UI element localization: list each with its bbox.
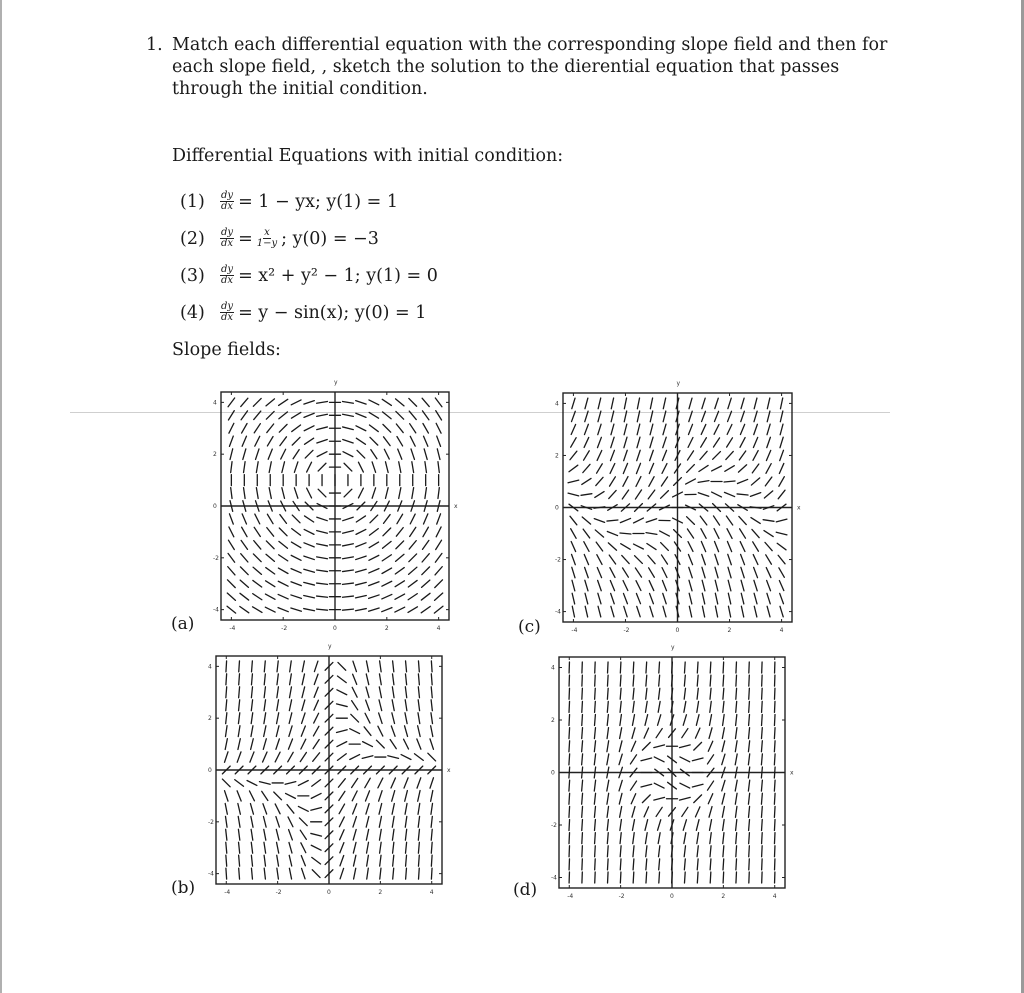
slope-field-d — [551, 644, 794, 900]
svg-text:4: 4 — [208, 663, 212, 671]
svg-text:2: 2 — [727, 627, 732, 634]
svg-text:-2: -2 — [618, 893, 625, 900]
svg-text:-4: -4 — [229, 625, 236, 632]
equation-2: (2) $\frac{dy}{dx}$ = $\frac{x}{1-y}$ ; y(0) = −3 — [180, 227, 379, 249]
svg-text:-4: -4 — [567, 893, 574, 900]
problem-number: 1. — [146, 35, 163, 55]
equation-label: (3) — [180, 265, 205, 286]
slope-field-b — [208, 643, 451, 896]
svg-text:0: 0 — [555, 504, 559, 512]
equation-label: (4) — [180, 302, 205, 323]
svg-text:x: x — [797, 504, 801, 512]
svg-text:-2: -2 — [213, 554, 219, 562]
svg-text:-2: -2 — [623, 627, 630, 634]
derivative-fraction: $\frac{dy}{dx}$ — [221, 190, 234, 212]
svg-text:-4: -4 — [208, 870, 214, 878]
derivative-fraction: $\frac{dy}{dx}$ — [221, 301, 234, 323]
derivative-fraction: $\frac{dy}{dx}$ — [221, 227, 234, 249]
svg-text:-2: -2 — [555, 556, 561, 564]
svg-text:2: 2 — [384, 625, 389, 632]
svg-text:x: x — [790, 769, 794, 777]
svg-text:4: 4 — [429, 889, 434, 896]
equation-label: (2) — [180, 228, 205, 249]
svg-text:0: 0 — [670, 893, 674, 900]
svg-text:0: 0 — [551, 769, 555, 777]
svg-text:-4: -4 — [571, 627, 578, 634]
svg-text:4: 4 — [436, 625, 441, 632]
equation-rhs: ; y(0) = −3 — [281, 228, 379, 249]
slope-field-c — [555, 380, 801, 634]
svg-text:-2: -2 — [208, 818, 214, 826]
svg-text:-4: -4 — [224, 889, 231, 896]
svg-text:-2: -2 — [281, 625, 288, 632]
problem-text: Match each differential equation with the corresponding slope field and then for each slope field, , sketch the solution to the dierential equation that passes through the initial condition. — [172, 35, 888, 99]
svg-text:4: 4 — [551, 664, 555, 672]
svg-text:2: 2 — [551, 717, 555, 724]
svg-text:4: 4 — [555, 400, 559, 408]
equation-rhs: = 1 − yx; y(1) = 1 — [238, 191, 399, 212]
svg-text:4: 4 — [213, 399, 217, 407]
plot-label-d: (d) — [513, 880, 538, 900]
svg-text:4: 4 — [772, 893, 777, 900]
svg-text:-4: -4 — [555, 608, 561, 616]
svg-text:-2: -2 — [551, 822, 557, 829]
plot-label-b: (b) — [171, 878, 196, 898]
svg-text:-2: -2 — [275, 889, 282, 896]
svg-text:y: y — [334, 379, 338, 386]
svg-text:-4: -4 — [551, 874, 557, 882]
slope-field-a — [213, 379, 458, 632]
equations-heading: Differential Equations with initial condition: — [172, 146, 564, 166]
svg-text:0: 0 — [327, 889, 331, 896]
svg-text:2: 2 — [721, 893, 726, 900]
equation-rhs: = x² + y² − 1; y(1) = 0 — [238, 265, 438, 286]
svg-text:4: 4 — [779, 627, 784, 634]
plot-label-a: (a) — [171, 614, 195, 634]
equation-label: (1) — [180, 191, 205, 212]
rhs-fraction: $\frac{x}{1-y}$ — [256, 227, 278, 249]
svg-text:-4: -4 — [213, 606, 219, 614]
svg-text:2: 2 — [378, 889, 383, 896]
svg-text:x: x — [447, 767, 451, 774]
derivative-fraction: $\frac{dy}{dx}$ — [221, 264, 234, 286]
svg-text:0: 0 — [213, 503, 217, 510]
svg-text:x: x — [454, 503, 458, 510]
svg-text:2: 2 — [208, 715, 212, 723]
svg-text:2: 2 — [555, 452, 559, 460]
svg-text:2: 2 — [213, 451, 217, 459]
svg-text:y: y — [671, 644, 675, 651]
svg-text:y: y — [328, 643, 332, 650]
svg-text:y: y — [676, 380, 681, 387]
svg-text:0: 0 — [675, 627, 680, 634]
plot-label-c: (c) — [518, 617, 541, 637]
equation-rhs: = y − sin(x); y(0) = 1 — [238, 302, 427, 323]
svg-text:0: 0 — [333, 625, 337, 632]
slope-fields-heading: Slope fields: — [172, 340, 281, 360]
svg-text:0: 0 — [208, 767, 212, 774]
